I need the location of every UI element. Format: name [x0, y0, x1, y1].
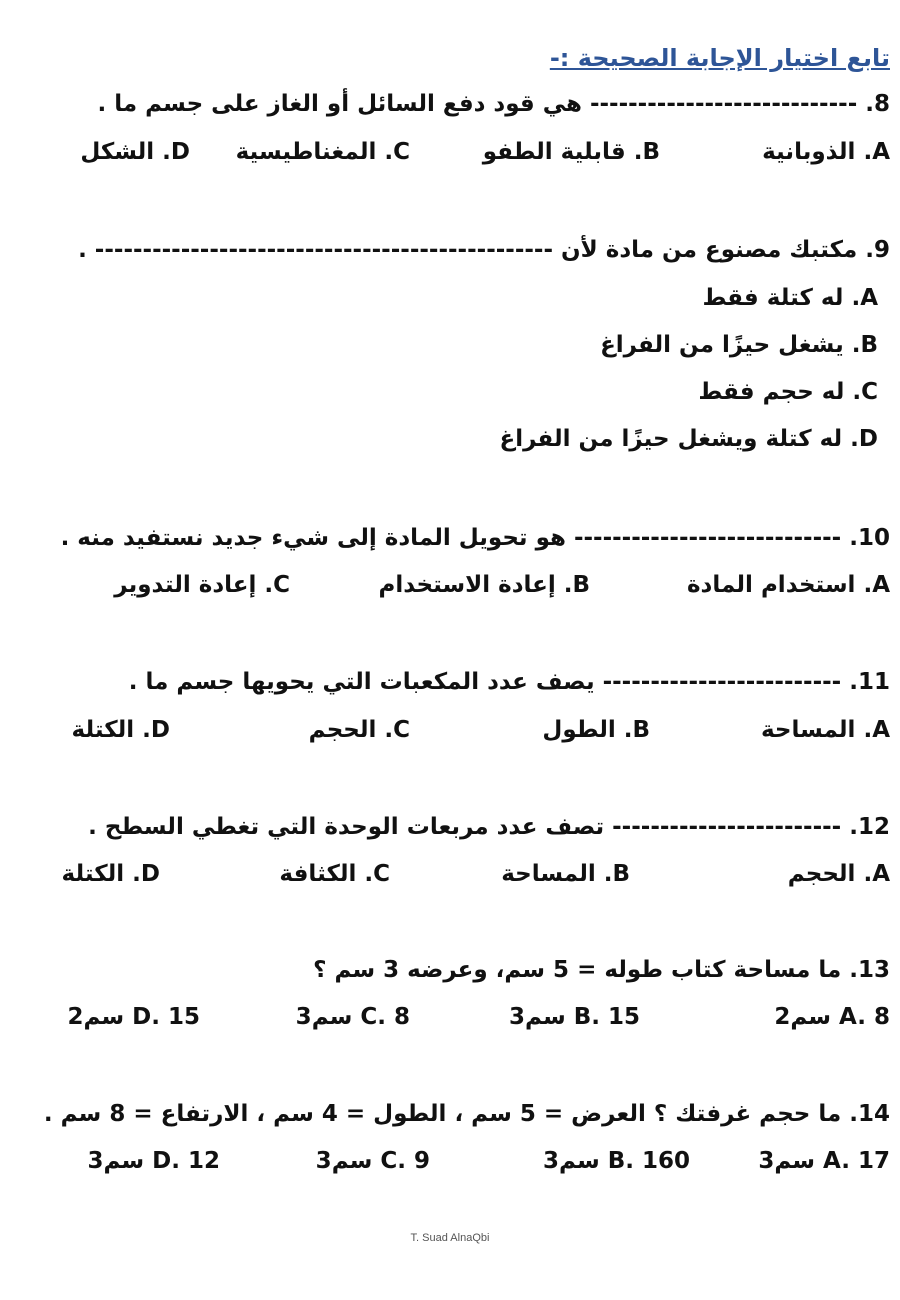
- q11-option-d[interactable]: D. الكتلة: [71, 717, 170, 743]
- q9-option-c[interactable]: C. له حجم فقط: [698, 379, 878, 405]
- q14-option-a[interactable]: A. 17 سم3: [758, 1148, 890, 1174]
- q8-option-b[interactable]: B. قابلية الطفو: [482, 139, 660, 165]
- q9-option-b[interactable]: B. يشغل حيزًا من الفراغ: [600, 332, 878, 358]
- question-12-stem: 12. ------------------------ تصف عدد مربعات الوحدة التي تغطي السطح .: [88, 814, 890, 840]
- question-11-options: [30, 712, 890, 748]
- question-14-stem: 14. ما حجم غرفتك ؟ العرض = 5 سم ، الطول = 4 سم ، الارتفاع = 8 سم .: [43, 1101, 890, 1127]
- question-8-stem: 8. ---------------------------- هي قود دفع السائل أو الغاز على جسم ما .: [97, 91, 890, 117]
- q13-option-b[interactable]: B. 15 سم3: [509, 1004, 640, 1030]
- q8-option-a[interactable]: A. الذوبانية: [762, 139, 890, 165]
- q11-option-b[interactable]: B. الطول: [542, 717, 650, 743]
- q13-option-a[interactable]: A. 8 سم2: [774, 1004, 890, 1030]
- footer-author: T. Suad AlnaQbi: [410, 1232, 490, 1244]
- q12-option-b[interactable]: B. المساحة: [501, 861, 630, 887]
- question-14-options: [30, 1143, 890, 1179]
- question-12-options: [30, 856, 890, 892]
- q14-option-d[interactable]: D. 12 سم3: [87, 1148, 220, 1174]
- question-9-stem: 9. مكتبك مصنوع من مادة لأن ------------------------------------------------ .: [78, 237, 890, 263]
- question-9-options: [30, 280, 890, 316]
- question-13-stem: 13. ما مساحة كتاب طوله = 5 سم، وعرضه 3 سم ؟: [313, 957, 890, 983]
- q13-option-c[interactable]: C. 8 سم3: [295, 1004, 410, 1030]
- question-13-options: [30, 999, 890, 1035]
- q12-option-d[interactable]: D. الكتلة: [61, 861, 160, 887]
- question-11-stem: 11. ------------------------- يصف عدد المكعبات التي يحويها جسم ما .: [128, 669, 890, 695]
- q9-option-b-row: [30, 327, 890, 363]
- q14-option-b[interactable]: B. 160 سم3: [543, 1148, 690, 1174]
- q9-option-a[interactable]: A. له كتلة فقط: [702, 285, 878, 311]
- q13-option-d[interactable]: D. 15 سم2: [67, 1004, 200, 1030]
- q12-option-c[interactable]: C. الكثافة: [279, 861, 390, 887]
- page-title: تابع اختيار الإجابة الصحيحة :-: [549, 44, 890, 72]
- q9-option-d-row: [30, 421, 890, 457]
- q8-option-d[interactable]: D. الشكل: [80, 139, 190, 165]
- question-8-options: [30, 134, 890, 170]
- question-10-options: [30, 567, 890, 603]
- q12-option-a[interactable]: A. الحجم: [787, 861, 890, 887]
- q14-option-c[interactable]: C. 9 سم3: [315, 1148, 430, 1174]
- q11-option-c[interactable]: C. الحجم: [308, 717, 410, 743]
- q8-option-c[interactable]: C. المغناطيسية: [235, 139, 410, 165]
- q11-option-a[interactable]: A. المساحة: [760, 717, 890, 743]
- q10-option-b[interactable]: B. إعادة الاستخدام: [378, 572, 590, 598]
- q9-option-c-row: [30, 374, 890, 410]
- q10-option-c[interactable]: C. إعادة التدوير: [114, 572, 290, 598]
- question-10-stem: 10. ---------------------------- هو تحويل المادة إلى شيء جديد نستفيد منه .: [60, 525, 890, 551]
- q9-option-d[interactable]: D. له كتلة ويشغل حيزًا من الفراغ: [499, 426, 878, 452]
- q10-option-a[interactable]: A. استخدام المادة: [686, 572, 890, 598]
